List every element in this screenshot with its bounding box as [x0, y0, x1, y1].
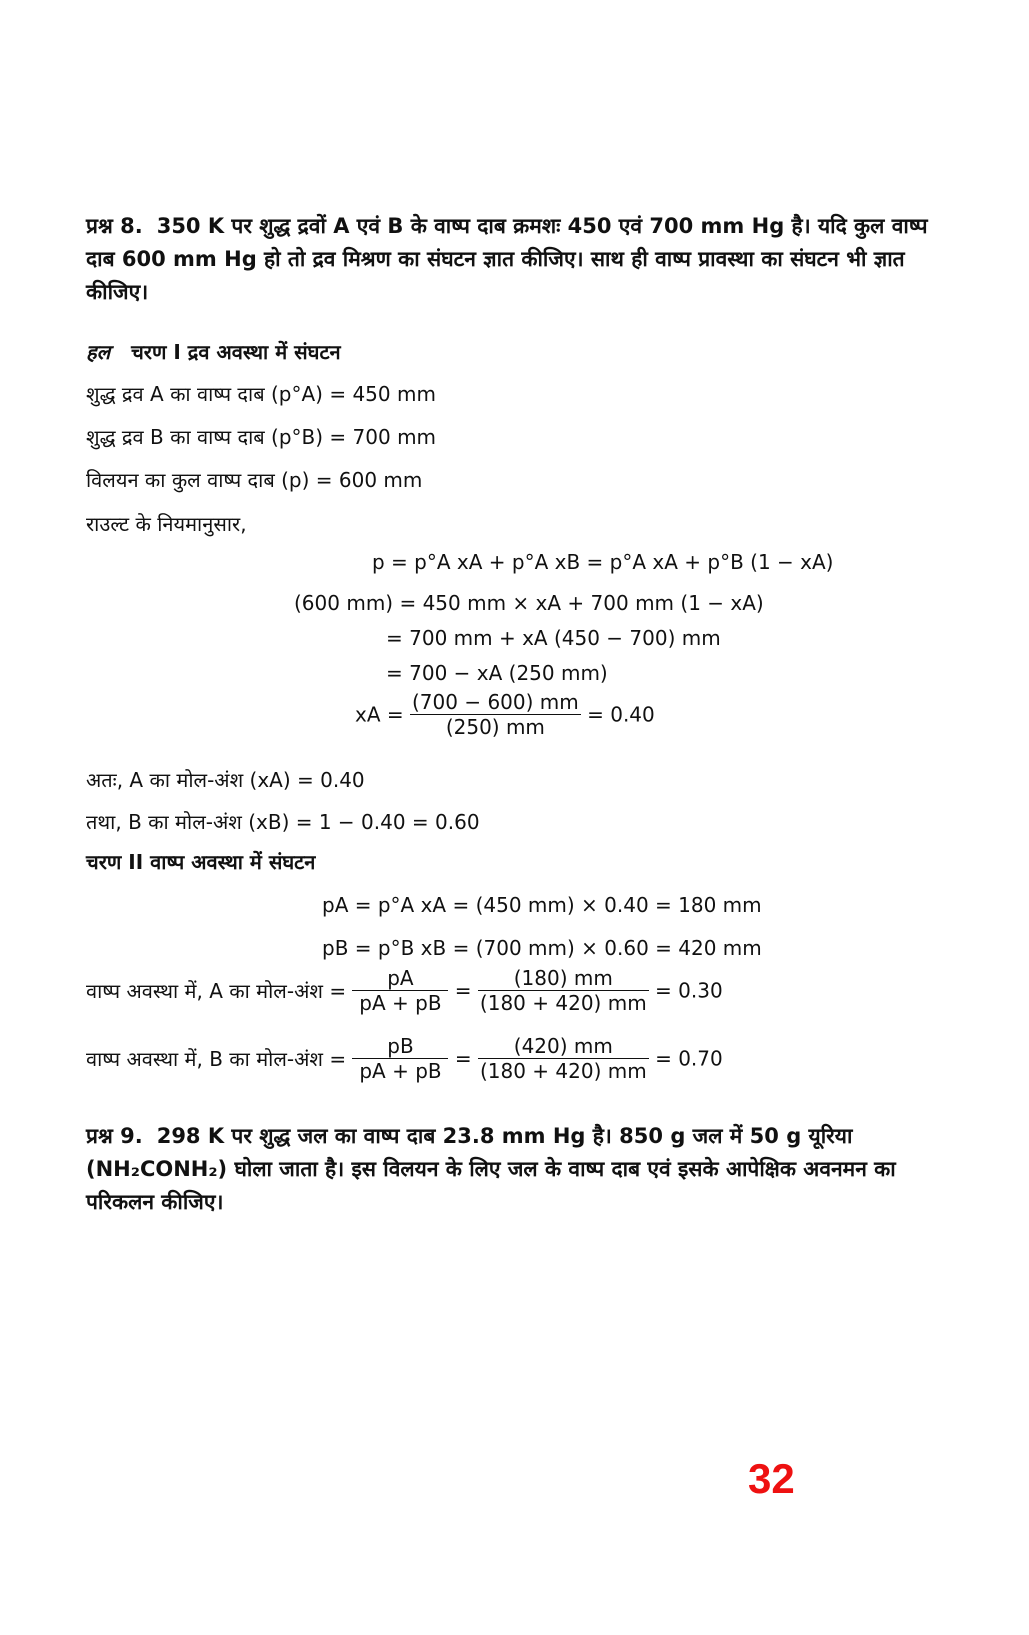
xa-fraction [410, 690, 581, 739]
equation-simplify-1: = 700 mm + xA (450 − 700) mm [386, 626, 721, 650]
vapour-a-result: = 0.30 [655, 978, 723, 1003]
xa-result: = 0.40 [587, 702, 655, 727]
vapour-a-num2: (180) mm [478, 966, 649, 991]
mole-fraction-a-result: अतः, A का मोल-अंश (xA) = 0.40 [86, 768, 365, 792]
question-9 [86, 1120, 936, 1219]
equals-sign: = [454, 1046, 472, 1071]
equation-substitution: (600 mm) = 450 mm × xA + 700 mm (1 − xA) [294, 591, 764, 615]
vapour-b-result: = 0.70 [655, 1046, 723, 1071]
vapour-b-fraction-1 [352, 1034, 448, 1083]
step2-heading: चरण II वाष्प अवस्था में संघटन [86, 850, 316, 874]
vapour-b-den1: pA + pB [359, 1059, 442, 1083]
question-8-text: 350 K पर शुद्ध द्रवों A एवं B के वाष्प दाब क्रमशः 450 एवं 700 mm Hg है। यदि कुल वाष्प दाब 600 mm Hg हो तो द्रव मिश्रण का संघटन ज्ञात कीजिए। साथ ही वाष्प प्रावस्था का संघटन भी ज्ञात कीजिए। [86, 214, 928, 304]
vapour-a-fraction-1 [352, 966, 448, 1015]
pure-b-vapour-pressure: शुद्ध द्रव B का वाष्प दाब (p°B) = 700 mm [86, 425, 437, 449]
equation-xa-fraction [355, 690, 655, 739]
vapour-b-den2: (180 + 420) mm [479, 1059, 647, 1083]
vapour-b-num2: (420) mm [478, 1034, 649, 1059]
mole-fraction-b-result: तथा, B का मोल-अंश (xB) = 1 − 0.40 = 0.60 [86, 810, 480, 834]
vapour-mole-fraction-b [86, 1034, 723, 1083]
vapour-b-label: वाष्प अवस्था में, B का मोल-अंश = [86, 1047, 347, 1071]
vapour-a-den2: (180 + 420) mm [479, 991, 647, 1015]
page-number: 32 [748, 1455, 795, 1502]
xa-lhs: xA = [355, 702, 404, 727]
vapour-b-num1: pB [352, 1034, 448, 1059]
xa-denominator: (250) mm [445, 715, 545, 739]
step1-heading: चरण I द्रव अवस्था में संघटन [131, 340, 341, 364]
xa-numerator: (700 − 600) mm [412, 690, 579, 714]
question-9-label: प्रश्न 9. [86, 1124, 143, 1148]
vapour-a-den1: pA + pB [359, 991, 442, 1015]
vapour-b-fraction-2 [478, 1034, 649, 1083]
solution-hal: हल [86, 340, 111, 364]
question-8 [86, 210, 936, 309]
equation-raoult: p = p°A xA + p°A xB = p°A xA + p°B (1 − xA) [372, 550, 834, 574]
vapour-a-num1: pA [352, 966, 448, 991]
question-9-text: 298 K पर शुद्ध जल का वाष्प दाब 23.8 mm Hg है। 850 g जल में 50 g यूरिया (NH₂CONH₂) घोला जाता है। इस विलयन के लिए जल के वाष्प दाब एवं इसके आपेक्षिक अवनमन का परिकलन कीजिए। [86, 1124, 896, 1214]
vapour-mole-fraction-a [86, 966, 723, 1015]
equation-partial-pressure-b: pB = p°B xB = (700 mm) × 0.60 = 420 mm [322, 936, 762, 960]
question-8-label: प्रश्न 8. [86, 214, 143, 238]
solution-heading [86, 338, 341, 365]
vapour-a-fraction-2 [478, 966, 649, 1015]
equals-sign: = [454, 978, 472, 1003]
total-vapour-pressure: विलयन का कुल वाष्प दाब (p) = 600 mm [86, 468, 423, 492]
raoult-law-intro: राउल्ट के नियमानुसार, [86, 512, 247, 536]
vapour-a-label: वाष्प अवस्था में, A का मोल-अंश = [86, 979, 347, 1003]
equation-simplify-2: = 700 − xA (250 mm) [386, 661, 608, 685]
pure-a-vapour-pressure: शुद्ध द्रव A का वाष्प दाब (p°A) = 450 mm [86, 382, 436, 406]
equation-partial-pressure-a: pA = p°A xA = (450 mm) × 0.40 = 180 mm [322, 893, 762, 917]
